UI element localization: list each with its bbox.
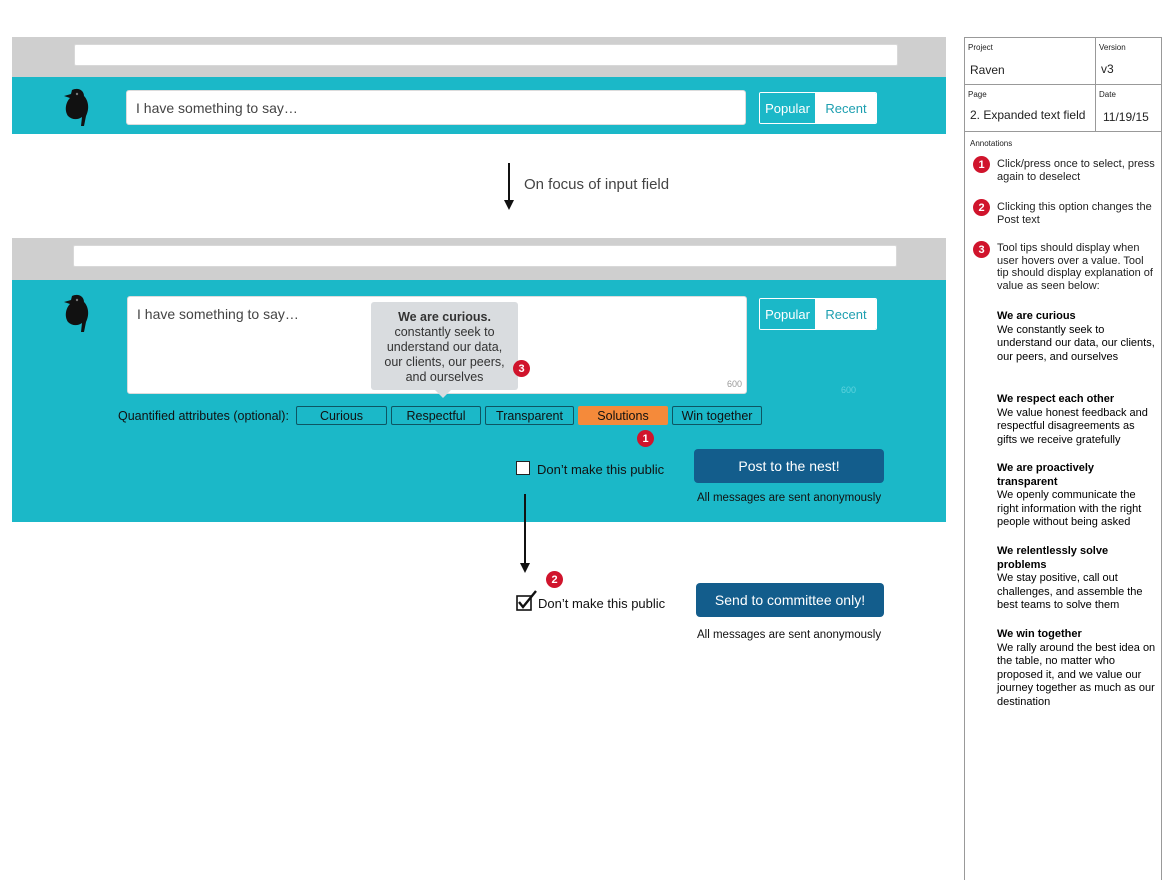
raven-logo-icon (60, 292, 96, 334)
textarea-placeholder: I have something to say… (137, 306, 299, 322)
value-title: We relentlessly solve problems (997, 545, 1109, 571)
annotation-panel (964, 37, 1162, 880)
annotation-badge-1: 1 (637, 430, 654, 447)
browser-chrome-top (12, 37, 946, 77)
date-cell (1096, 85, 1161, 132)
anonymous-note: All messages are sent anonymously (697, 492, 882, 504)
popular-tab[interactable]: Popular (760, 299, 816, 329)
char-counter: 600 (726, 379, 742, 389)
value-body: We constantly seek to understand our data, our clients, our peers, and ourselves (997, 323, 1155, 363)
value-body: We value honest feedback and respectful disagreements as gifts we receive gratefully (997, 406, 1148, 446)
note-badge-2: 2 (973, 199, 990, 216)
tooltip-title: We are curious. (398, 310, 491, 324)
flow-arrow-head (504, 200, 514, 210)
project-value: Raven (970, 63, 1005, 77)
value-title: We respect each other (997, 393, 1115, 405)
post-input[interactable]: I have something to say… (126, 90, 746, 125)
attribute-solutions[interactable]: Solutions (578, 406, 668, 425)
version-cell (1096, 38, 1161, 85)
date-value: 11/19/15 (1103, 110, 1149, 124)
value-body: We rally around the best idea on the table, no matter who proposed it, and we value our journey together as much as our destination (997, 641, 1156, 708)
flow-arrow (508, 163, 510, 201)
attribute-curious[interactable]: Curious (296, 406, 387, 425)
tooltip-body: constantly seek to understand our data, our clients, our peers, and ourselves (384, 325, 505, 384)
date-label: Date (1099, 90, 1116, 99)
attribute-respectful[interactable]: Respectful (391, 406, 481, 425)
checked-checkbox-icon[interactable] (516, 590, 538, 612)
note-badge-1: 1 (973, 156, 990, 173)
value-title: We are curious (997, 310, 1076, 322)
note-badge-3: 3 (973, 241, 990, 258)
value-body: We openly communicate the right information with the right people without being asked (997, 489, 1142, 528)
address-bar[interactable] (74, 44, 898, 66)
anonymous-note-checked: All messages are sent anonymously (697, 629, 882, 641)
value-body: We stay positive, call out challenges, and assemble the best teams to solve them (997, 572, 1143, 611)
project-cell (965, 38, 1096, 85)
annotation-badge-2: 2 (546, 571, 563, 588)
recent-tab[interactable]: Recent (816, 299, 876, 329)
project-label: Project (968, 43, 993, 52)
note-2: Clicking this option changes the Post text (997, 201, 1152, 226)
attribute-win-together[interactable]: Win together (672, 406, 762, 425)
attributes-label: Quantified attributes (optional): (118, 409, 289, 423)
value-curious (997, 310, 1157, 364)
recent-tab[interactable]: Recent (816, 93, 876, 123)
annotations-heading: Annotations (970, 139, 1013, 148)
post-button[interactable]: Post to the nest! (694, 449, 884, 483)
value-title: We are proactively transparent (997, 462, 1095, 488)
private-checkbox-label: Don’t make this public (537, 462, 665, 477)
page-value: 2. Expanded text field (970, 108, 1086, 122)
flow-arrow-head (520, 563, 530, 573)
ghost-counter: 600 (841, 385, 857, 395)
value-solve (997, 545, 1157, 613)
sort-toggle (759, 92, 877, 124)
transition-label: On focus of input field (524, 176, 670, 193)
value-title: We win together (997, 628, 1082, 640)
private-checkbox-label-checked: Don’t make this public (538, 596, 666, 611)
address-bar[interactable] (73, 245, 897, 267)
page-label: Page (968, 90, 987, 99)
sort-toggle (759, 298, 877, 330)
page-cell (965, 85, 1096, 132)
version-value: v3 (1101, 62, 1114, 76)
value-win (997, 628, 1157, 709)
note-1: Click/press once to select, press again to deselect (997, 158, 1155, 183)
note-3: Tool tips should display when user hovers over a value. Tool tip should display explanation of value as seen below: (997, 242, 1153, 292)
send-committee-button[interactable]: Send to committee only! (696, 583, 884, 617)
value-respect (997, 393, 1157, 447)
private-checkbox[interactable] (516, 461, 530, 475)
browser-chrome-expanded (12, 238, 946, 280)
raven-logo-icon (60, 86, 96, 128)
annotation-badge-3: 3 (513, 360, 530, 377)
popular-tab[interactable]: Popular (760, 93, 816, 123)
attribute-transparent[interactable]: Transparent (485, 406, 574, 425)
header-bar (12, 77, 946, 134)
value-tooltip (371, 302, 518, 390)
version-label: Version (1099, 43, 1126, 52)
flow-arrow (524, 494, 526, 564)
value-transparent (997, 462, 1157, 530)
